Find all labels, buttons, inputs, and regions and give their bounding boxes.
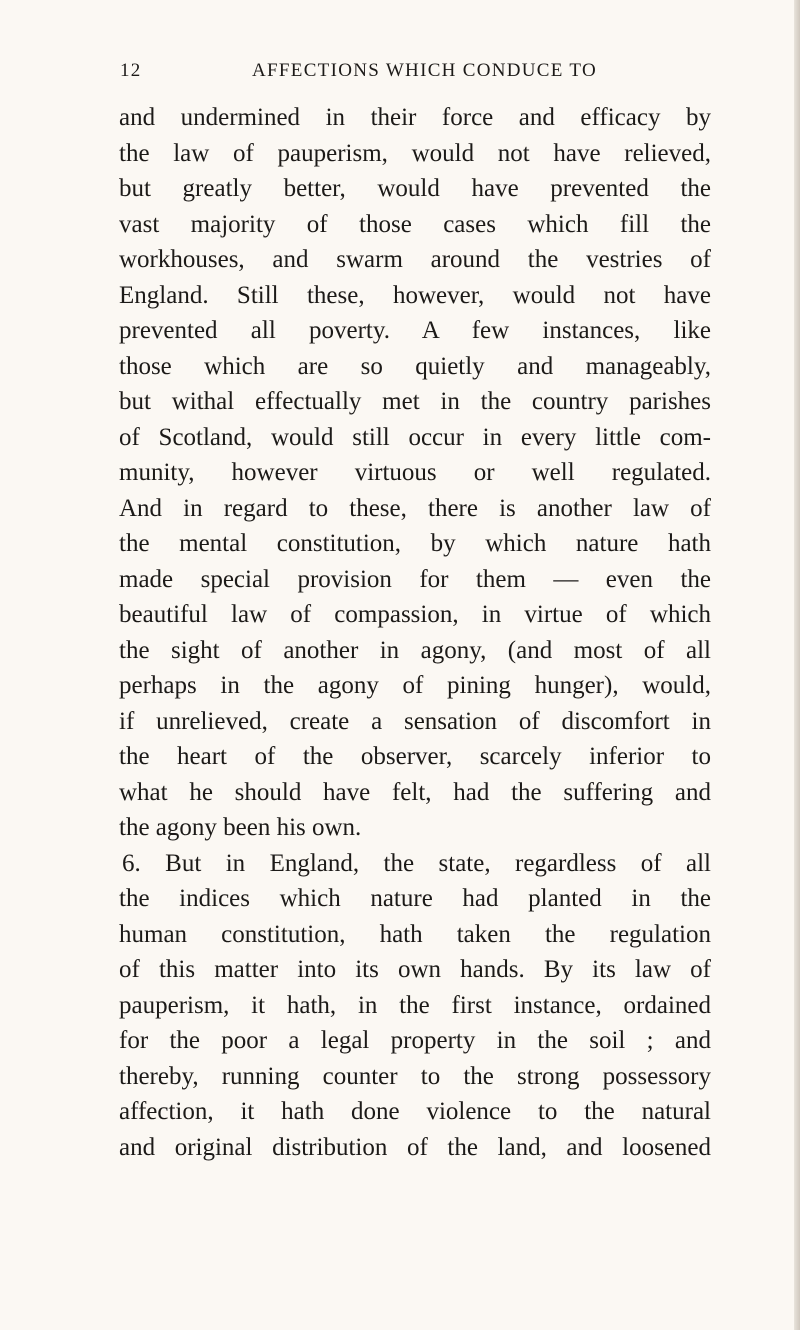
running-title: AFFECTIONS WHICH CONDUCE TO <box>252 60 597 81</box>
text-line: pauperism, it hath, in the first instance, ordained <box>119 991 711 1019</box>
text-line: England. Still these, however, would not have <box>119 281 711 309</box>
text-line: but withal effectually met in the country parishes <box>119 388 711 415</box>
text-line: prevented all poverty. A few instances, like <box>119 317 711 344</box>
running-header <box>120 60 705 90</box>
text-line: perhaps in the agony of pining hunger), would, <box>119 672 711 699</box>
text-line: workhouses, and swarm around the vestries of <box>119 246 711 273</box>
text-line: the heart of the observer, scarcely inferior to <box>119 743 711 770</box>
text-line: and undermined in their force and efficacy by <box>119 104 711 131</box>
text-line-paragraph-end: the agony been his own. <box>119 814 362 841</box>
text-line: those which are so quietly and manageably, <box>119 352 711 380</box>
text-line: the sight of another in agony, (and most of all <box>119 636 711 664</box>
text-line: beautiful law of compassion, in virtue of which <box>119 601 711 628</box>
page-edge <box>794 0 800 1330</box>
text-line: vast majority of those cases which fill the <box>119 210 711 238</box>
text-line: what he should have felt, had the suffering and <box>119 778 711 806</box>
text-line-paragraph-start: 6. But in England, the state, regardless of all <box>122 849 711 877</box>
text-line: and original distribution of the land, and loosened <box>119 1133 711 1161</box>
text-line: the law of pauperism, would not have relieved, <box>119 139 711 167</box>
text-line: made special provision for them — even the <box>119 565 711 593</box>
text-line: of this matter into its own hands. By its law of <box>119 956 711 983</box>
text-line: thereby, running counter to the strong possessory <box>119 1062 711 1090</box>
body-text <box>119 100 711 1165</box>
text-line: munity, however virtuous or well regulated. <box>119 459 711 486</box>
text-line: of Scotland, would still occur in every little com- <box>119 423 711 451</box>
text-line: if unrelieved, create a sensation of discomfort in <box>119 707 711 735</box>
text-line: the mental constitution, by which nature hath <box>119 530 711 557</box>
text-line: affection, it hath done violence to the natural <box>119 1098 711 1125</box>
text-line: for the poor a legal property in the soil ; and <box>119 1027 711 1054</box>
text-line: the indices which nature had planted in the <box>119 885 711 912</box>
text-line: but greatly better, would have prevented the <box>119 175 711 202</box>
page-number: 12 <box>120 60 142 81</box>
text-line: human constitution, hath taken the regulation <box>119 920 711 948</box>
text-line: And in regard to these, there is another law of <box>119 494 711 522</box>
